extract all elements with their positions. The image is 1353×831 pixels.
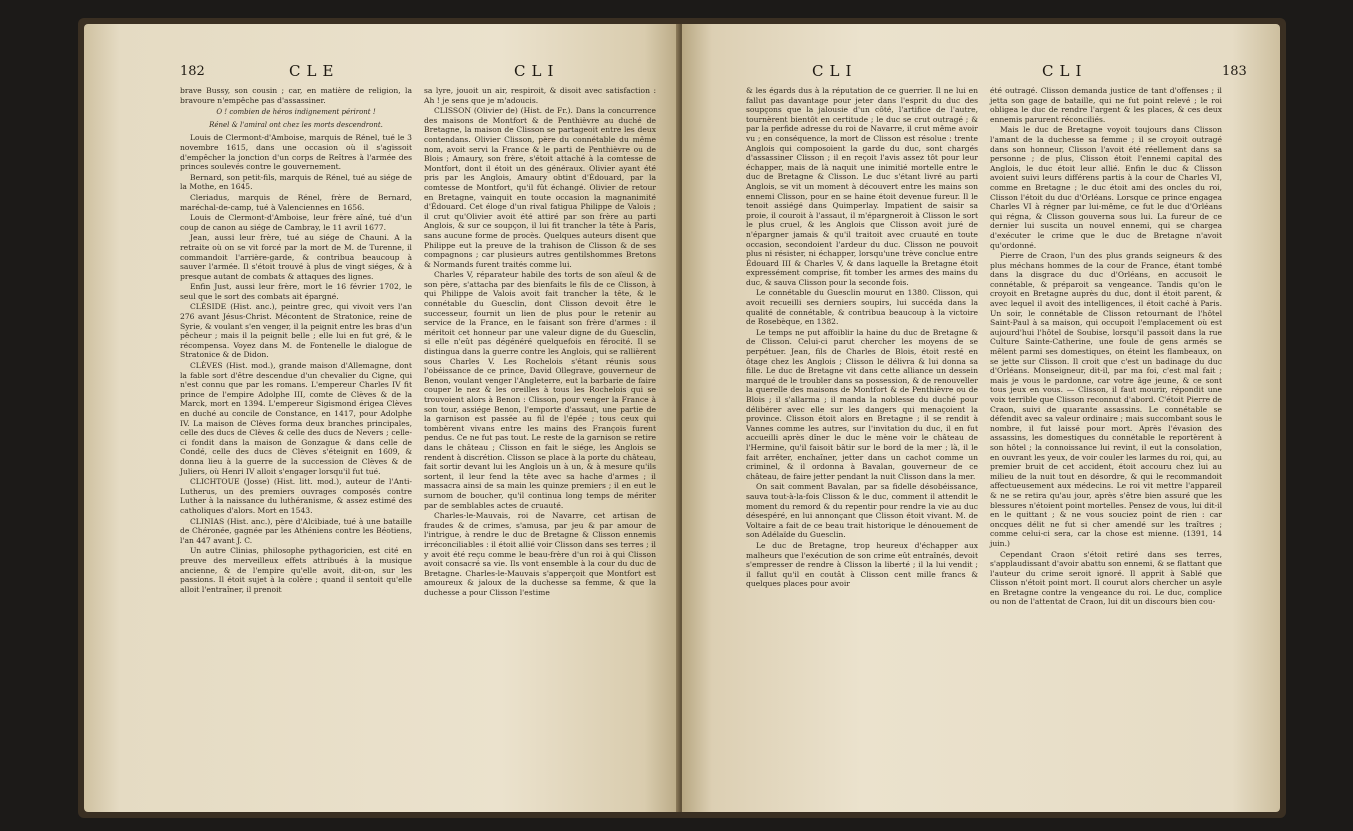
text-column-2 (990, 86, 1222, 608)
paragraph: brave Bussy, son cousin ; car, en matière de religion, la bravoure n'empêche pas d'assassiner. (180, 86, 412, 105)
running-head: CLE (289, 62, 340, 80)
verse-line: Rénel & l'amiral ont chez les morts descendront. (209, 120, 383, 129)
paragraph: Le duc de Bretagne, trop heureux d'échapper aux malheurs que l'exécution de son crime eût entraînés, devoit s'empresser de rendre à Clisson la liberté ; il la lui vendit ; il fallut qu'il en coutât à Clisson cent mille francs & quelques places pour avoir (746, 540, 978, 589)
page-number: 183 (1222, 64, 1247, 79)
paragraph: Louis de Clermont-d'Amboise, leur frère aîné, tué d'un coup de canon au siége de Cambray, le 11 avril 1677. (180, 213, 412, 232)
open-book (78, 18, 1286, 818)
left-page (84, 24, 680, 812)
paragraph: été outragé. Clisson demanda justice de tant d'offenses ; il jetta son gage de bataille, qui ne fut point relevé ; le roi obligea le duc de rendre l'argent & les places, & ces deux ennemis parurent réconciliés. (990, 86, 1222, 124)
right-page (682, 24, 1280, 812)
paragraph: Enfin Just, aussi leur frère, mort le 16 février 1702, le seul que le sort des combats ait épargné. (180, 282, 412, 301)
paragraph: Le temps ne put affoiblir la haine du duc de Bretagne & de Clisson. Celui-ci parut chercher les moyens de se perpétuer. Jean, fils de Charles de Blois, étoit resté en ôtage chez les Anglois ; Clisson le délivra & lui donna sa fille. Le duc de Bretagne vit dans cette alliance un dessein marqué de le troubler dans sa possession, & de renouveller la querelle des maisons de Montfort & de Penthièvre ou de Blois ; il s'allarma ; il manda la noblesse du duché pour délibérer avec elle sur les dangers qui menaçoient la province. Clisson étoit alors en Bretagne ; il se rendit à Vannes comme les autres, sur l'invitation du duc, il en fut accueilli après dîner le duc le mène voir le château de l'Hermine, qu'il faisoit bâtir sur le bord de la mer ; là, il le fait arrêter, enchaîner, jetter dans un cachot comme un criminel, & il ordonna à Bavalan, gouverneur de ce château, de faire jetter pendant la nuit Clisson dans la mer. (746, 327, 978, 481)
paragraph: Le connétable du Guesclin mourut en 1380. Clisson, qui avoit recueilli ses derniers soupirs, lui succéda dans la qualité de connétable, & contribua beaucoup à la victoire de Rosebèque, en 1382. (746, 288, 978, 327)
paragraph: & les égards dus à la réputation de ce guerrier. Il ne lui en fallut pas davantage pour jeter dans l'esprit du duc des soupçons que la jalousie d'un côté, l'artifice de l'autre, tournèrent bientôt en certitude ; le duc se crut outragé ; & par la perfide adresse du roi de Navarre, il crut même avoir vu ; en conséquence, la mort de Clisson est résolue : trente Anglois qui composoient la garde du duc, sont chargés d'assassiner Clisson ; il en reçoit l'avis assez tôt pour leur échapper, mais de là naquit une inimitié mortelle entre le duc de Bretagne & Clisson. Le duc s'étant livré au parti Anglois, se vit un moment à découvert entre les mains son ennemi Clisson, pour en se haine étoit devenue fureur. Il le tenoit assiégé dans Quimperlay. Impatient de saisir sa proie, il couroit à l'assaut, il m'épargneroit à Clisson le sort le plus cruel, & les Anglois que Clisson avoit juré de n'épargner jamais & qu'il traitoit avec cruauté en toute occasion, secondoient l'ardeur du duc. Clisson ne pouvoit plus ni résister, ni échapper, lorsqu'une trève conclue entre Édouard III & Charles V, & dans laquelle la Bretagne étoit expressément comprise, fit tomber les armes des mains du duc, & sauva Clisson pour la seconde fois. (746, 86, 978, 287)
paragraph: Bernard, son petit-fils, marquis de Rénel, tué au siége de la Mothe, en 1645. (180, 172, 412, 192)
page-number: 182 (180, 64, 205, 79)
paragraph: Jean, aussi leur frère, tué au siége de Chauni. A la retraite où on se vit forcé par la mort de M. de Turenne, il commandoit l'arrière-garde, & contribua beaucoup à sauver l'armée. Il s'étoit trouvé à plus de vingt siéges, & à presque autant de combats & attaques des lignes. (180, 233, 412, 281)
verse-line: O ! combien de héros indignement périront ! (216, 108, 376, 117)
paragraph: Charles V, réparateur habile des torts de son aïeul & de son père, s'attacha par des bienfaits le fils de ce Clisson, à qui Philippe de Valois avoit fait trancher la tête, & le connétable du Guesclin, dont Clisson devoit être le successeur, fournit un lien de plus pour le retenir au service de la France, en le faisant son frère d'armes : il méritoit cet honneur par une valeur digne de du Guesclin, si elle n'eût pas dégénéré quelquefois en férocité. Il se distingua dans la guerre contre les Anglois, qui se rallièrent sous Charles V. Les Rochelois s'étant réunis sous l'obéissance de ce prince, David Ollegrave, gouverneur de Benon, voulant venger l'Angleterre, eut la barbarie de faire couper le nez & les oreilles à tous les Rochelois qui se trouvoient alors à Benon : Clisson, pour venger la France à son tour, assiége Benon, l'emporte d'assaut, une partie de la garnison est passée au fil de l'épée ; tous ceux qui tombèrent vivans entre les mains des François furent pendus. Ce ne fut pas tout. Le reste de la garnison se retire dans le château ; Clisson en fait le siége, les Anglois se rendent à discrétion. Clisson se place à la porte du château, fait sortir devant lui les Anglois un à un, & à mesure qu'ils sortent, il leur fend la tête avec sa hache d'armes ; il massacra ainsi de sa main les quinze premiers ; il en eut le surnom de boucher, qu'il continua long temps de mériter par de semblables actes de cruauté. (424, 270, 656, 510)
paragraph: Cleriadus, marquis de Rénel, frère de Bernard, maréchal-de-camp, tué à Valenciennes en 1656. (180, 192, 412, 212)
paragraph: CLICHTOUE (Josse) (Hist. litt. mod.), auteur de l'Anti-Lutherus, un des premiers ouvrages composés contre Luther à la naissance du luthéranisme, & assez estimé des catholiques d'alors. Mort en 1543. (180, 477, 412, 515)
paragraph: CLISSON (Olivier de) (Hist. de Fr.). Dans la concurrence des maisons de Montfort & de Penthièvre au duché de Bretagne, la maison de Clisson se partageoit entre les deux contendans. Olivier Clisson, père du connétable du même nom, avoit servi la France & le parti de Penthièvre ou de Blois ; Amaury, son frère, s'étoit attaché à la comtesse de Montfort, dont il étoit un des généraux. Olivier ayant été pris par les Anglois, Amaury obtint d'Édouard, par la comtesse de Montfort, qu'il fût échangé. Olivier de retour en Bretagne, vainquit en toute occasion la magnanimité d'Édouard. Cet éloge d'un rival fatigua Philippe de Valois ; il crut qu'Olivier avoit été attiré par son frère au parti Anglois, & sur ce soupçon, il lui fit trancher la tête à Paris, sans aucune forme de procès. Quelques auteurs disent que Philippe eut la preuve de la trahison de Clisson & de ses compagnons ; car plusieurs autres gentilshommes Bretons & Normands furent traités comme lui. (424, 106, 656, 269)
text-column-2 (424, 86, 656, 598)
running-head: CLI (1042, 62, 1088, 80)
paragraph: Cependant Craon s'étoit retiré dans ses terres, s'applaudissant d'avoir abattu son ennemi, & se flattant que l'auteur du crime seroit ignoré. Il apprit à Sablé que Clisson n'étoit point mort. Il courut alors chercher un asyle en Bretagne contre la vengeance du roi. Le duc, complice ou non de l'attentat de Craon, lui dit un discours bien cou- (990, 549, 1222, 607)
text-column-1 (746, 86, 978, 590)
paragraph: CLÈVES (Hist. mod.), grande maison d'Allemagne, dont la fable sort d'être descendue d'un chevalier du Cigne, qui n'est connu que par les romans. L'empereur Charles IV fit prince de l'empire Adolphe III, comte de Clèves & de la Marck, mort en 1394. L'empereur Sigismond érigea Clèves en duché au concile de Constance, en 1417, pour Adolphe IV. La maison de Clèves forma deux branches principales, celle des ducs de Clèves & celle des ducs de Nevers ; celle-ci fondit dans la maison de Gonzague & dans celle de Condé, celle des ducs de Clèves s'éteignit en 1609, & donna lieu à la guerre de la succession de Clèves & de Juliers, où Henri IV alloit s'engager lorsqu'il fut tué. (180, 361, 412, 476)
paragraph: Louis de Clermont-d'Amboise, marquis de Rénel, tué le 3 novembre 1615, dans une occasion où il s'agissoit d'empêcher la jonction d'un corps de Reîtres à l'armée des princes soulevés contre le gouvernement. (180, 133, 412, 172)
paragraph: Un autre Clinias, philosophe pythagoricien, est cité en preuve des merveilleux effets attribués à la musique ancienne, & de l'empire qu'elle avoit, dit-on, sur les passions. Il étoit sujet à la colère ; quand il sentoit qu'elle alloit l'entraîner, il prenoit (180, 546, 412, 594)
running-head: CLI (514, 62, 560, 80)
paragraph: Pierre de Craon, l'un des plus grands seigneurs & des plus méchans hommes de la cour de France, étant tombé dans la disgrace du duc d'Orléans, en accusoit le connétable, & préparoit sa vengeance. Tandis qu'on le croyoit en Bretagne auprès du duc, dont il étoit parent, & avec lequel il avoit des intelligences, il étoit caché à Paris. Un soir, le connétable de Clisson retournant de l'hôtel Saint-Paul à sa maison, qui occupoit l'emplacement où est aujourd'hui l'hôtel de Soubise, lorsqu'il passoit dans la rue Culture Sainte-Catherine, une foule de gens armés se mêlent parmi ses domestiques, on éteint les flambeaux, on se jette sur Clisson. Il croit que c'est un badinage du duc d'Orléans. Monseigneur, dit-il, par ma foi, c'est mal fait ; mais je vous le pardonne, car votre âge jeune, & ce sont tous jeux en vous. — Clisson, il faut mourir, répondit une voix terrible que Clisson reconnut d'abord. C'étoit Pierre de Craon, suivi de quarante assassins. Le connétable se défendit avec sa valeur ordinaire ; mais succombant sous le nombre, il fut laissé pour mort. Après l'évasion des assassins, les domestiques du connétable le reportèrent à son hôtel ; la connoissance lui revint, il eut la consolation, en ouvrant les yeux, de voir couler les larmes du roi, qui, au premier bruit de cet accident, étoit accouru chez lui au milieu de la nuit tout en désordre, & qui le recommandoit affectueusement aux médecins. Le roi vit mettre l'appareil & ne se retira qu'au jour, après s'être bien assuré que les blessures n'étoient point mortelles. Pensez de vous, lui dit-il en le quittant ; & ne vous souciez point de rien : car oncques délit ne fut si cher amendé sur les traîtres ; comme celui-ci sera, car la chose est mienne. (1391, 14 juin.) (990, 251, 1222, 548)
text-column-1 (180, 86, 412, 595)
running-head: CLI (812, 62, 858, 80)
paragraph: Charles-le-Mauvais, roi de Navarre, cet artisan de fraudes & de crimes, s'amusa, par jeu & par amour de l'intrigue, à rendre le duc de Bretagne & Clisson ennemis irréconciliables : il étoit allié voir Clisson dans ses terres ; il y avoit été reçu comme le beau-frère d'un roi à qui Clisson avoit consacré sa vie. Ils vont ensemble à la cour du duc de Bretagne. Charles-le-Mauvais s'apperçoit que Montfort est amoureux & jaloux de la duchesse sa femme, & que la duchesse a pour Clisson l'estime (424, 511, 656, 597)
paragraph: CLINIAS (Hist. anc.), père d'Alcibiade, tué à une bataille de Chéronée, gagnée par les Athéniens contre les Béotiens, l'an 447 avant J. C. (180, 516, 412, 545)
paragraph: On sait comment Bavalan, par sa fidelle désobéissance, sauva tout-à-la-fois Clisson & le duc, comment il attendit le moment du remord & du repentir pour rendre la vie au duc désespéré, en lui annonçant que Clisson étoit vivant. M. de Voltaire a fait de ce beau trait historique le dénouement de son Adélaïde du Guesclin. (746, 482, 978, 540)
paragraph: Mais le duc de Bretagne voyoit toujours dans Clisson l'amant de la duchesse sa femme ; il se croyoit outragé dans son honneur, Clisson l'avoit été réellement dans sa personne ; de plus, Clisson étoit l'ennemi capital des Anglois, le duc étoit leur allié. Enfin le duc & Clisson avoient suivi leurs différens partis à la cour de Charles VI, comme en Bretagne ; le duc étoit ami des oncles du roi, Clisson l'étoit du duc d'Orléans. Lorsque ce prince engagea Charles VI à régner par lui-même, ce fut le duc d'Orléans qui régna, & Clisson gouverna sous lui. La fureur de ce dernier lui suscita un nouvel ennemi, qui se chargea d'exécuter le crime que le duc de Bretagne n'avoit qu'ordonné. (990, 125, 1222, 250)
paragraph: sa lyre, jouoit un air, respiroit, & disoit avec satisfaction : Ah ! je sens que je m'adoucis. (424, 86, 656, 105)
paragraph: CLÉSIDE (Hist. anc.), peintre grec, qui vivoit vers l'an 276 avant Jésus-Christ. Mécontent de Stratonice, reine de Syrie, & voulant s'en venger, il la peignit entre les bras d'un pêcheur ; mais il la peignit belle ; elle lui en fut gré, & le récompensa. Voyez dans M. de Fontenelle le dialogue de Stratonice & de Didon. (180, 302, 412, 360)
